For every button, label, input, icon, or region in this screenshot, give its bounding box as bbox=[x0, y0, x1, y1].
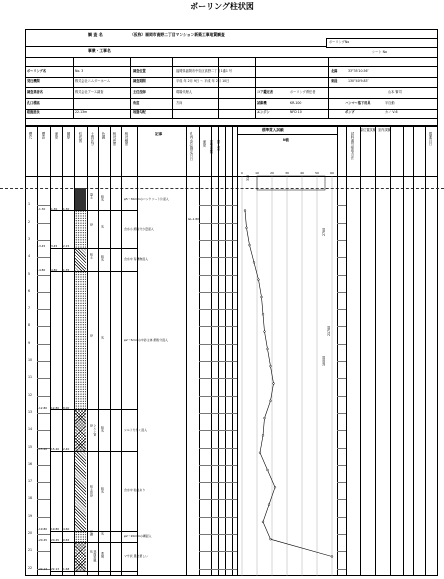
divider bbox=[25, 46, 326, 47]
scale-line bbox=[37, 361, 50, 362]
soil-column-pattern bbox=[75, 409, 86, 451]
scale-line bbox=[37, 240, 50, 241]
row-line bbox=[337, 551, 346, 552]
row-line bbox=[337, 482, 346, 483]
layer-soil-name: 砂礫 bbox=[89, 530, 94, 537]
hammer-label: ハンマー落下用具 bbox=[345, 100, 371, 105]
sheet-label: シート No bbox=[372, 50, 387, 54]
spt-row-line bbox=[199, 257, 237, 258]
col-excavation: 掘進月日 bbox=[427, 132, 432, 146]
spt-row-line bbox=[199, 378, 237, 379]
n-value-point bbox=[270, 365, 272, 367]
layer-color: 灰 bbox=[100, 532, 105, 536]
layer-depth: 12.80 bbox=[51, 405, 60, 410]
row-line bbox=[337, 205, 346, 206]
row-line bbox=[337, 396, 346, 397]
header-label: 孔口標高 bbox=[27, 100, 40, 105]
n-value-line bbox=[245, 210, 332, 556]
spt-row-line bbox=[199, 361, 237, 362]
n-tick-label: 50 bbox=[315, 171, 319, 175]
spt-row-line bbox=[199, 275, 237, 276]
scale-line bbox=[37, 534, 50, 535]
scale-tick: 7 bbox=[28, 306, 31, 311]
col-lab: 室内試験 bbox=[378, 128, 391, 132]
spt-row-line bbox=[199, 569, 237, 570]
scale-tick: 16 bbox=[28, 461, 33, 466]
col-column: 柱状図 bbox=[77, 132, 82, 143]
scale-tick: 9 bbox=[28, 340, 31, 345]
header-extra-value: KR-100 bbox=[290, 100, 302, 105]
n-value-point bbox=[244, 210, 246, 212]
n-tick-label: 40 bbox=[300, 171, 304, 175]
row-line bbox=[337, 413, 346, 414]
col-spt-sub: 貫入量 bbox=[215, 140, 220, 151]
layer-elev: -15.20 bbox=[38, 447, 48, 452]
header-sublabel: 調査期間 bbox=[133, 79, 146, 84]
column-line bbox=[137, 126, 138, 576]
spt-row-line bbox=[199, 396, 237, 397]
layer-soil-name: 花崗岩風化 bbox=[89, 550, 97, 563]
row-line bbox=[337, 499, 346, 500]
scale-line bbox=[37, 465, 50, 466]
layer-thickness: 1.68 bbox=[63, 567, 70, 572]
n-value-point bbox=[259, 452, 261, 454]
spt-row-line bbox=[199, 223, 237, 224]
col-scale: 標尺 bbox=[27, 132, 32, 139]
layer-thickness: 2.15 bbox=[63, 244, 70, 249]
col-desc: 記事 bbox=[155, 132, 163, 136]
header-label: ボーリング名 bbox=[27, 68, 47, 73]
n-value-point bbox=[273, 383, 275, 385]
row-line bbox=[337, 430, 346, 431]
column-line bbox=[232, 126, 233, 576]
col-depth: 深度 bbox=[53, 132, 58, 139]
layer-depth: 1.30 bbox=[51, 206, 58, 211]
layer-elev: -22.13 bbox=[38, 567, 48, 572]
soil-column-pattern bbox=[75, 531, 86, 542]
n-value-point bbox=[331, 556, 333, 558]
col-rel-density: 相対密度 bbox=[111, 132, 116, 146]
header-sublabel: 調査位置 bbox=[133, 68, 146, 73]
header-extra-label: エンジン bbox=[257, 110, 270, 115]
col-elev: 標高 bbox=[40, 132, 45, 139]
divider bbox=[130, 57, 131, 118]
col-sampling: 原位置試験 bbox=[360, 128, 376, 132]
header-sublabel: 地盤勾配 bbox=[133, 110, 146, 115]
divider bbox=[73, 57, 74, 118]
col-spt-sub: 深度 bbox=[201, 140, 206, 147]
column-line bbox=[403, 126, 404, 576]
layer-soil-name: シルト質砂 bbox=[89, 424, 97, 437]
scale-tick: 6 bbox=[28, 288, 31, 293]
row-line bbox=[337, 448, 346, 449]
n-value-point bbox=[270, 538, 272, 540]
boring-no-label: ボーリングNo bbox=[329, 40, 350, 44]
layer-depth: 20.45 bbox=[51, 538, 60, 543]
scale-tick: 18 bbox=[28, 496, 33, 501]
spt-row-line bbox=[199, 534, 237, 535]
spt-row-line bbox=[199, 551, 237, 552]
scale-line bbox=[37, 326, 50, 327]
layer-thickness: 8.00 bbox=[63, 405, 70, 410]
scale-line bbox=[37, 482, 50, 483]
scale-tick: 8 bbox=[28, 323, 31, 328]
divider bbox=[25, 66, 438, 67]
row-line bbox=[337, 569, 346, 570]
n-value-point bbox=[262, 313, 264, 315]
layer-thickness: 1.30 bbox=[63, 206, 70, 211]
column-line bbox=[110, 126, 111, 576]
column-line bbox=[121, 126, 122, 576]
column-line bbox=[390, 126, 391, 576]
column-line bbox=[360, 126, 361, 576]
col-sample-no: 試料番号採取方法 bbox=[349, 132, 354, 160]
spt-row-line bbox=[199, 240, 237, 241]
col-consistency: 相対稠度 bbox=[123, 132, 128, 146]
survey-name-label: 調 査 名 bbox=[88, 32, 103, 37]
header-sublabel: 主任技師 bbox=[133, 89, 146, 94]
column-line bbox=[50, 126, 51, 576]
layer-color: 暗灰 bbox=[100, 255, 105, 262]
n-tick-label: 0 bbox=[241, 171, 243, 175]
header-extra-label: 北緯 bbox=[331, 68, 338, 73]
row-line bbox=[337, 344, 346, 345]
scale-line bbox=[37, 223, 50, 224]
column-line bbox=[346, 126, 347, 576]
scale-tick: 12 bbox=[28, 392, 33, 397]
scale-tick: 15 bbox=[28, 444, 33, 449]
scale-tick: 2 bbox=[28, 219, 31, 224]
soil-column-pattern bbox=[75, 451, 86, 531]
n-value-point bbox=[274, 486, 276, 488]
header-value: 株式会社ニムダーホーム bbox=[75, 79, 111, 84]
row-line bbox=[337, 257, 346, 258]
layer-color: 暗灰 bbox=[100, 486, 105, 493]
n-value-point bbox=[264, 417, 266, 419]
chart-annotation: 21780 bbox=[327, 325, 331, 336]
ground-line bbox=[0, 188, 444, 189]
soil-column-pattern bbox=[75, 188, 86, 210]
n-value-point bbox=[264, 331, 266, 333]
column-line bbox=[186, 126, 187, 576]
divider bbox=[25, 87, 438, 88]
divider bbox=[218, 57, 219, 118]
scale-line bbox=[37, 257, 50, 258]
scale-tick: 4 bbox=[28, 254, 31, 259]
header-subvalue: 福岡県福岡市中央区高野二丁目1番1 号 bbox=[176, 68, 233, 73]
header-extra-value: NFD 10 bbox=[290, 110, 302, 115]
column-line bbox=[98, 126, 99, 576]
column-line bbox=[199, 126, 200, 576]
header-value: 株式会社アース調査 bbox=[75, 89, 104, 94]
layer-color: 黄褐 bbox=[100, 552, 105, 559]
layer-description: 含水中 粘性あり bbox=[124, 488, 146, 493]
n-value-point bbox=[262, 521, 264, 523]
column-line bbox=[337, 126, 338, 576]
pump-value: カノ V-6 bbox=[385, 110, 398, 115]
n-tick-label: 30 bbox=[285, 171, 289, 175]
row-line bbox=[337, 309, 346, 310]
divider bbox=[25, 77, 438, 78]
spt-row-line bbox=[199, 326, 237, 327]
n-value-point bbox=[249, 244, 251, 246]
scale-line bbox=[37, 378, 50, 379]
layer-color: 灰 bbox=[100, 336, 105, 340]
scale-tick: 10 bbox=[28, 358, 33, 362]
header-value: No. 3 bbox=[75, 68, 84, 73]
header-value: 22.13m bbox=[75, 110, 88, 115]
soil-column-pattern bbox=[75, 271, 86, 409]
n-value-point bbox=[267, 348, 269, 350]
spt-row-line bbox=[199, 344, 237, 345]
divider bbox=[172, 57, 173, 118]
divider bbox=[25, 118, 438, 119]
layer-soil-name: 粘土 bbox=[89, 253, 94, 260]
chart-annotation: 18000 bbox=[322, 355, 326, 366]
scale-line bbox=[37, 275, 50, 276]
layer-elev: -4.80 bbox=[38, 267, 46, 272]
layer-soil-name: 粘土質砂 bbox=[89, 484, 94, 497]
spt-row-line bbox=[199, 413, 237, 414]
col-water: 孔内水位/測定月日 bbox=[188, 132, 193, 161]
spt-row-line bbox=[199, 499, 237, 500]
column-line bbox=[375, 126, 376, 576]
scale-tick: 19 bbox=[28, 513, 33, 518]
n-value-point bbox=[253, 261, 255, 263]
row-line bbox=[337, 361, 346, 362]
page-title: ボーリング柱状図 bbox=[190, 2, 254, 11]
water-level: GL-1.80 bbox=[188, 216, 199, 221]
layer-depth: 22.13 bbox=[51, 567, 60, 572]
layer-color: 灰 bbox=[100, 225, 105, 229]
divider bbox=[25, 98, 438, 99]
layer-soil-name: 盛土 bbox=[89, 193, 94, 200]
scale-tick: 22 bbox=[28, 565, 33, 570]
scale-line bbox=[37, 517, 50, 518]
n-tick-label: 60 bbox=[330, 171, 334, 175]
scale-tick: 1 bbox=[28, 202, 31, 207]
column-line bbox=[62, 126, 63, 576]
scale-tick: 3 bbox=[28, 236, 31, 241]
row-line bbox=[337, 275, 346, 276]
layer-soil-name: 砂 bbox=[89, 334, 94, 338]
scale-tick: 21 bbox=[28, 548, 33, 553]
layer-description: 含水中 有機物混入 bbox=[124, 256, 149, 261]
spt-row-line bbox=[199, 465, 237, 466]
scale-tick: 11 bbox=[28, 375, 33, 380]
layer-description: φ2～20mmの礫混入 bbox=[124, 533, 152, 538]
scale-tick: 20 bbox=[28, 531, 33, 535]
column-line bbox=[37, 126, 38, 576]
scale-tick: 17 bbox=[28, 479, 33, 484]
layer-depth: 19.80 bbox=[51, 527, 60, 532]
spt-row-line bbox=[199, 205, 237, 206]
row-line bbox=[337, 292, 346, 293]
layer-depth: 15.20 bbox=[51, 447, 60, 452]
header-extra-value: 33°35′10.56″ bbox=[348, 68, 369, 73]
layer-elev: -12.80 bbox=[38, 405, 48, 410]
scale-line bbox=[37, 430, 50, 431]
layer-depth: 4.80 bbox=[51, 267, 58, 272]
header-subvalue: 方向 bbox=[176, 100, 183, 105]
layer-depth: 3.45 bbox=[51, 244, 58, 249]
spt-row-line bbox=[199, 482, 237, 483]
layer-description: 含水小 細粒分少量混入 bbox=[124, 226, 154, 231]
scale-line bbox=[37, 309, 50, 310]
soil-column-pattern bbox=[75, 210, 86, 247]
project-label: 事業・工事名 bbox=[88, 48, 111, 53]
scale-tick: 14 bbox=[28, 427, 33, 432]
layer-color: 暗灰 bbox=[100, 426, 105, 433]
chart-annotation: 310 bbox=[246, 174, 250, 181]
scale-line bbox=[37, 413, 50, 414]
soil-column-pattern bbox=[75, 248, 86, 271]
layer-description: φ5～30mmのコンクリート片混入 bbox=[124, 196, 169, 201]
layer-thickness: 2.40 bbox=[63, 447, 70, 452]
header-subvalue: 現場代理人 bbox=[176, 89, 192, 94]
col-spt-sub: 打撃回数 bbox=[208, 140, 213, 154]
hammer-value: 半自動 bbox=[385, 100, 395, 105]
header-sublabel: 角度 bbox=[133, 100, 140, 105]
casing-box bbox=[257, 176, 325, 190]
header-label: 発注機関 bbox=[27, 79, 40, 84]
layer-thickness: 4.60 bbox=[63, 527, 70, 532]
divider bbox=[25, 57, 438, 58]
layer-description: シルト分多く混入 bbox=[124, 427, 148, 432]
col-color: 色調 bbox=[100, 132, 105, 139]
col-thick: 層厚 bbox=[65, 132, 70, 139]
divider bbox=[328, 57, 329, 118]
n-value-point bbox=[267, 469, 269, 471]
header-label: 調査業者名 bbox=[27, 89, 43, 94]
n-value-point bbox=[262, 434, 264, 436]
layer-thickness: 1.35 bbox=[63, 267, 70, 272]
layer-elev: -19.80 bbox=[38, 527, 48, 532]
layer-elev: -3.45 bbox=[38, 244, 46, 249]
row-line bbox=[337, 326, 346, 327]
row-line bbox=[337, 240, 346, 241]
header-extra-value: ボーリング責任者 bbox=[290, 89, 316, 94]
row-line bbox=[337, 534, 346, 535]
row-line bbox=[337, 465, 346, 466]
soil-column-pattern bbox=[75, 542, 86, 571]
n-value-point bbox=[270, 400, 272, 402]
layer-elev: -1.30 bbox=[38, 206, 46, 211]
header-extra-label: コア鑑定者 bbox=[257, 89, 273, 94]
n-value-chart bbox=[237, 126, 337, 576]
header-extra-value: 130°40′9.83″ bbox=[348, 79, 369, 84]
scale-line bbox=[37, 292, 50, 293]
column-line bbox=[87, 126, 88, 576]
row-line bbox=[337, 378, 346, 379]
layer-description: φ2～5mmの中砂主体 細粒分混入 bbox=[124, 337, 168, 342]
person-name: 山本 賢司 bbox=[388, 89, 402, 94]
n-value-point bbox=[258, 279, 260, 281]
divider bbox=[255, 57, 256, 118]
scale-line bbox=[37, 396, 50, 397]
scale-tick: 5 bbox=[28, 271, 31, 276]
spt-row-line bbox=[199, 430, 237, 431]
layer-description: マサ状 風化著しい bbox=[124, 553, 149, 558]
header-extra-label: 試錐機 bbox=[257, 100, 267, 105]
n-tick-label: 10 bbox=[255, 171, 259, 175]
row-line bbox=[337, 517, 346, 518]
spt-row-line bbox=[199, 309, 237, 310]
scale-line bbox=[37, 499, 50, 500]
column-line bbox=[218, 126, 219, 576]
scale-line bbox=[37, 344, 50, 345]
row-line bbox=[337, 223, 346, 224]
survey-name-value: （仮称）福岡市高野二丁目マンション新築工事地質調査 bbox=[130, 32, 225, 37]
col-spt: 標準貫入試験 bbox=[262, 128, 284, 132]
n-value-point bbox=[268, 504, 270, 506]
spt-row-line bbox=[199, 292, 237, 293]
n-value-point bbox=[261, 296, 263, 298]
scale-line bbox=[37, 551, 50, 552]
column-line bbox=[425, 126, 426, 576]
n-tick-label: 20 bbox=[270, 171, 274, 175]
col-n-value: N値 bbox=[283, 138, 289, 142]
n-value-point bbox=[246, 227, 248, 229]
header-subvalue: 平成 年 2月 9日 ～ 平成 年 2月 10日 bbox=[176, 79, 230, 84]
layer-soil-name: 砂 bbox=[89, 223, 94, 227]
column-line bbox=[225, 126, 226, 576]
layer-thickness: 0.65 bbox=[63, 538, 70, 543]
col-soil: 土質区分 bbox=[89, 132, 94, 146]
spt-row-line bbox=[199, 517, 237, 518]
pump-label: ポンプ bbox=[345, 110, 355, 115]
spt-row-line bbox=[199, 448, 237, 449]
column-line bbox=[413, 126, 414, 576]
scale-tick: 13 bbox=[28, 409, 33, 414]
column-line bbox=[211, 126, 212, 576]
layer-elev: -20.45 bbox=[38, 538, 48, 543]
header-extra-label: 東経 bbox=[331, 79, 338, 84]
layer-color: 暗灰 bbox=[100, 195, 105, 202]
header-label: 総掘進長 bbox=[27, 110, 40, 115]
chart-annotation: 2780 bbox=[322, 227, 326, 236]
